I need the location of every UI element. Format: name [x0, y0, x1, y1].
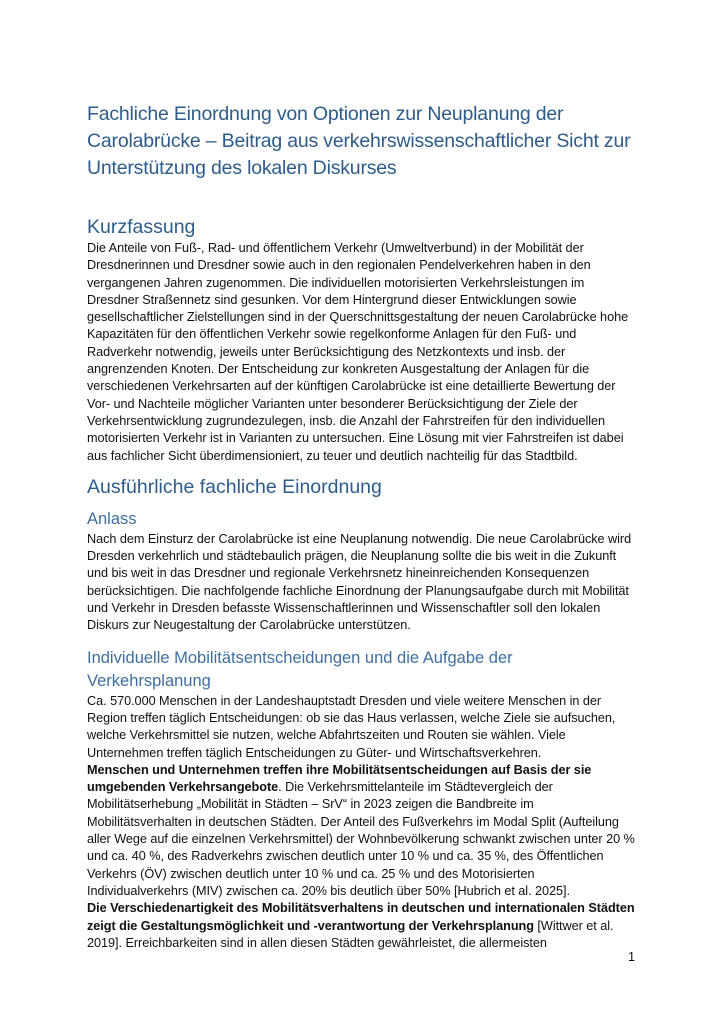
individuell-paragraph-2	[87, 762, 639, 900]
heading-individuelle-mobilitaet: Individuelle Mobilitätsentscheidungen und die Aufgabe der Verkehrsplanung	[87, 648, 513, 690]
heading-kurzfassung: Kurzfassung	[87, 216, 196, 238]
page-number: 1	[628, 950, 636, 964]
anlass-text: Nach dem Einsturz der Carolabrücke ist eine Neuplanung notwendig. Die neue Carolabrücke wird Dresden verkehrlich und städtebaulich prägen, die Neuplanung sollte die bis weit in die Zukunft und bis weit in das Dresdner und regionale Verkehrsnetz hineinreichenden Konsequenzen berücksichtigen. Die nachfolgende fachliche Einordnung der Planungsaufgabe durch mit Mobilität und Verkehr in Dresden befasste Wissenschaftlerinnen und Wissenschaftler soll den lokalen Diskurs zur Neugestaltung der Carolabrücke unterstützen.	[87, 531, 632, 633]
individuell-paragraph-3	[87, 900, 639, 952]
heading-ausfuehrliche-einordnung: Ausführliche fachliche Einordnung	[87, 475, 382, 498]
document-title: Fachliche Einordnung von Optionen zur Neuplanung der Carolabrücke – Beitrag aus verkehrswissenschaftlicher Sicht zur Unterstützung des lokalen Diskurses	[87, 103, 631, 179]
individuell-bold-statement-2: Die Verschiedenartigkeit des Mobilitätsverhaltens in deutschen und internationalen Städten zeigt die Gestaltungsmöglichkeit und -verantwortung der Verkehrsplanung	[87, 901, 635, 933]
individuell-paragraph-2-text: . Die Verkehrsmittelanteile im Städtevergleich der Mobilitätserhebung „Mobilität in Städten – SrV“ in 2023 zeigen die Bandbreite im Mobilitätsverhalten in deutschen Städten. Der Anteil des Fußverkehrs im Modal Split (Aufteilung aller Wege auf die einzelnen Verkehrsmittel) der Wohnbevölkerung schwankt zwischen unter 20 % und ca. 40 %, des Radverkehrs zwischen deutlich unter 10 % und ca. 35 %, des Öffentlichen Verkehrs (ÖV) zwischen deutlich unter 10 % und ca. 25 % und des Motorisierten Individualverkehrs (MIV) zwischen ca. 20% bis deutlich über 50% [Hubrich et al. 2025].	[87, 780, 635, 898]
page-content	[87, 101, 639, 952]
individuell-paragraph-3-text: [Wittwer et al. 2019]. Erreichbarkeiten sind in allen diesen Städten gewährleistet, die allermeisten	[87, 918, 614, 950]
kurzfassung-text: Die Anteile von Fuß-, Rad- und öffentlichem Verkehr (Umweltverbund) in der Mobilität der Dresdnerinnen und Dresdner sowie auch in den regionalen Pendelverkehren haben in den vergangenen Jahren zugenommen. Die individuellen motorisierten Verkehrsleistungen im Dresdner Straßennetz sind gesunken. Vor dem Hintergrund dieser Entwicklungen sowie gesellschaftlicher Zielstellungen sind in der Querschnittsgestaltung der neuen Carolabrücke hohe Kapazitäten für den öffentlichen Verkehr sowie regelkonforme Anlagen für den Fuß- und Radverkehr notwendig, jeweils unter Berücksichtigung des Netzkontexts und insb. der angrenzenden Knoten. Der Entscheidung zur konkreten Ausgestaltung der Anlagen für die verschiedenen Verkehrsarten auf der künftigen Carolabrücke ist eine detaillierte Bewertung der Vor- und Nachteile möglicher Varianten unter besonderer Berücksichtigung der Ziele der Verkehrsentwicklung zugrundezulegen, insb. die Anzahl der Fahrstreifen für den individuellen motorisierten Verkehr ist in Varianten zu untersuchen. Eine Lösung mit vier Fahrstreifen ist dabei aus fachlicher Sicht überdimensioniert, zu teuer und deutlich nachteilig für das Stadtbild.	[87, 241, 629, 463]
heading-anlass: Anlass	[87, 509, 137, 528]
individuell-paragraph-1: Ca. 570.000 Menschen in der Landeshauptstadt Dresden und viele weitere Menschen in der Region treffen täglich Entscheidungen: ob sie das Haus verlassen, welche Ziele sie aufsuchen, welche Verkehrsmittel sie nutzen, welche Abfahrtszeiten und Routen sie wählen. Viele Unternehmen treffen täglich Entscheidungen zu Güter- und Wirtschaftsverkehren.	[87, 693, 616, 760]
individuell-bold-statement-1: Menschen und Unternehmen treffen ihre Mobilitätsentscheidungen auf Basis der sie umgebenden Verkehrsangebote	[87, 762, 592, 795]
